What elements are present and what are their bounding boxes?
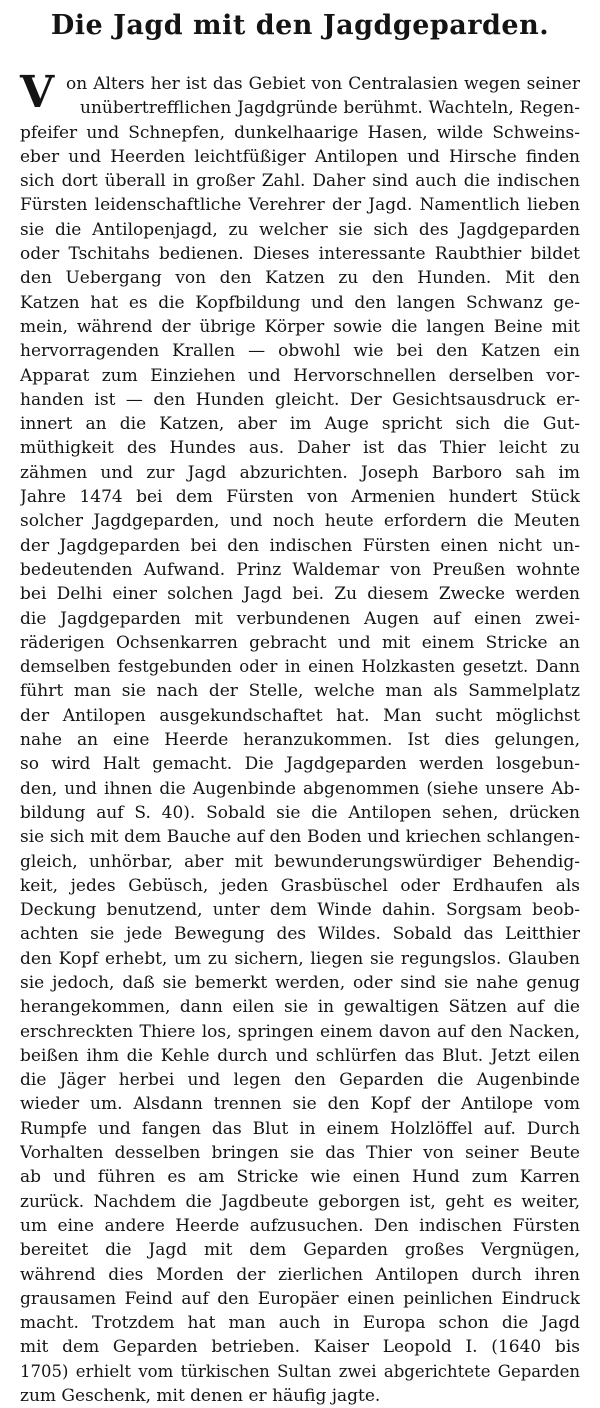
text-line: bedeutenden Aufwand. Prinz Waldemar von Preußen wohnte: [20, 559, 580, 580]
text-line: innert an die Katzen, aber im Auge spricht sich die Gut-: [20, 414, 580, 435]
text-line: wieder um. Alsdann trennen sie den Kopf der Antilope vom: [20, 1094, 580, 1115]
text-line: der Jagdgeparden bei den indischen Fürsten einen nicht un-: [20, 535, 580, 556]
text-line: pfeifer und Schnepfen, dunkelhaarige Hasen, wilde Schweins-: [20, 122, 580, 143]
text-line: sie sich mit dem Bauche auf den Boden und kriechen schlangen-: [20, 827, 580, 848]
text-line: solcher Jagdgeparden, und noch heute erfordern die Meuten: [20, 511, 580, 532]
text-line: 1705) erhielt vom türkischen Sultan zwei abgerichtete Geparden: [20, 1361, 580, 1381]
text-line: um eine andere Heerde aufzusuchen. Den indischen Fürsten: [20, 1215, 580, 1236]
text-line: oder Tschitahs bedienen. Dieses interessante Raubthier bildet: [20, 244, 580, 265]
text-line: zähmen und zur Jagd abzurichten. Joseph Barboro sah im: [20, 462, 580, 483]
text-line: macht. Trotzdem hat man auch in Europa schon die Jagd: [20, 1313, 580, 1334]
text-line: während dies Morden der zierlichen Antilopen durch ihren: [20, 1264, 580, 1285]
text-line: sie die Antilopenjagd, zu welcher sie sich des Jagdgeparden: [20, 219, 580, 240]
text-line: bei Delhi einer solchen Jagd bei. Zu diesem Zwecke werden: [20, 584, 580, 605]
text-line: der Antilopen ausgekundschaftet hat. Man sucht möglichst: [20, 705, 580, 726]
text-line: demselben festgebunden oder in einen Holzkasten gesetzt. Dann: [20, 657, 580, 677]
text-line: hervorragenden Krallen — obwohl wie bei den Katzen ein: [20, 341, 580, 362]
text-line: so wird Halt gemacht. Die Jagdgeparden werden losgebun-: [20, 754, 580, 775]
text-line: unübertrefflichen Jagdgründe berühmt. Wachteln, Regen-: [80, 98, 580, 119]
text-line: die Jagdgeparden mit verbundenen Augen auf einen zwei-: [20, 608, 580, 629]
text-lines: [20, 67, 580, 1408]
text-line: mein, während der übrige Körper sowie die langen Beine mit: [20, 316, 580, 337]
text-line: zum Geschenk, mit denen er häufig jagte.: [20, 1386, 381, 1407]
text-line: zurück. Nachdem die Jagdbeute geborgen ist, geht es weiter,: [20, 1191, 580, 1212]
text-line: beißen ihm die Kehle durch und schlürfen das Blut. Jetzt eilen: [20, 1045, 580, 1066]
text-line: on Alters her ist das Gebiet von Centralasien wegen seiner: [66, 74, 580, 94]
text-line: sich dort überall in großer Zahl. Daher sind auch die indischen: [20, 171, 580, 192]
text-line: Katzen hat es die Kopfbildung und den langen Schwanz ge-: [20, 292, 580, 313]
text-line: bildung auf S. 40). Sobald sie die Antilopen sehen, drücken: [20, 802, 580, 823]
text-line: den Uebergang von den Katzen zu den Hunden. Mit den: [20, 268, 580, 289]
text-line: Deckung benutzend, unter dem Winde dahin. Sorgsam beob-: [20, 900, 580, 921]
article-body: [20, 67, 580, 1408]
text-line: den, und ihnen die Augenbinde abgenommen (siehe unsere Ab-: [20, 778, 580, 799]
text-line: grausamen Feind auf den Europäer einen peinlichen Eindruck: [20, 1288, 580, 1309]
text-line: handen ist — den Hunden gleicht. Der Gesichtsausdruck er-: [20, 389, 580, 410]
text-line: gleich, unhörbar, aber mit bewunderungswürdiger Behendig-: [20, 851, 580, 872]
article-title: Die Jagd mit den Jagdgeparden.: [50, 10, 550, 41]
text-line: eber und Heerden leichtfüßiger Antilopen und Hirsche finden: [20, 146, 580, 167]
text-line: den Kopf erhebt, um zu sichern, liegen sie regungslos. Glauben: [20, 948, 580, 969]
text-line: mit dem Geparden betrieben. Kaiser Leopold I. (1640 bis: [20, 1337, 580, 1358]
text-line: führt man sie nach der Stelle, welche man als Sammelplatz: [20, 681, 580, 702]
text-line: keit, jedes Gebüsch, jeden Grasbüschel oder Erdhaufen als: [20, 875, 580, 896]
text-line: müthigkeit des Hundes aus. Daher ist das Thier leicht zu: [20, 438, 580, 459]
text-line: Rumpfe und fangen das Blut in einem Holzlöffel auf. Durch: [20, 1118, 580, 1139]
text-line: Apparat zum Einziehen und Hervorschnellen derselben vor-: [20, 365, 580, 386]
text-line: die Jäger herbei und legen den Geparden die Augenbinde: [20, 1070, 580, 1091]
text-line: ab und führen es am Stricke wie einen Hund zum Karren: [20, 1167, 580, 1188]
text-line: bereitet die Jagd mit dem Geparden großes Vergnügen,: [20, 1240, 580, 1261]
text-line: Vorhalten desselben bringen sie das Thier von seiner Beute: [20, 1143, 580, 1164]
text-line: nahe an eine Heerde heranzukommen. Ist dies gelungen,: [20, 730, 580, 751]
text-line: herangekommen, dann eilen sie in gewaltigen Sätzen auf die: [20, 997, 580, 1018]
text-line: Jahre 1474 bei dem Fürsten von Armenien hundert Stück: [20, 487, 580, 508]
text-line: räderigen Ochsenkarren gebracht und mit einem Stricke an: [20, 632, 580, 653]
drop-cap-initial: V: [20, 67, 55, 118]
text-line: sie jedoch, daß sie bemerkt werden, oder sind sie nahe genug: [20, 972, 580, 993]
text-line: achten sie jede Bewegung des Wildes. Sobald das Leitthier: [20, 924, 580, 945]
text-line: erschreckten Thiere los, springen einem davon auf den Nacken,: [20, 1021, 580, 1042]
text-line: Fürsten leidenschaftliche Verehrer der Jagd. Namentlich lieben: [20, 195, 580, 216]
